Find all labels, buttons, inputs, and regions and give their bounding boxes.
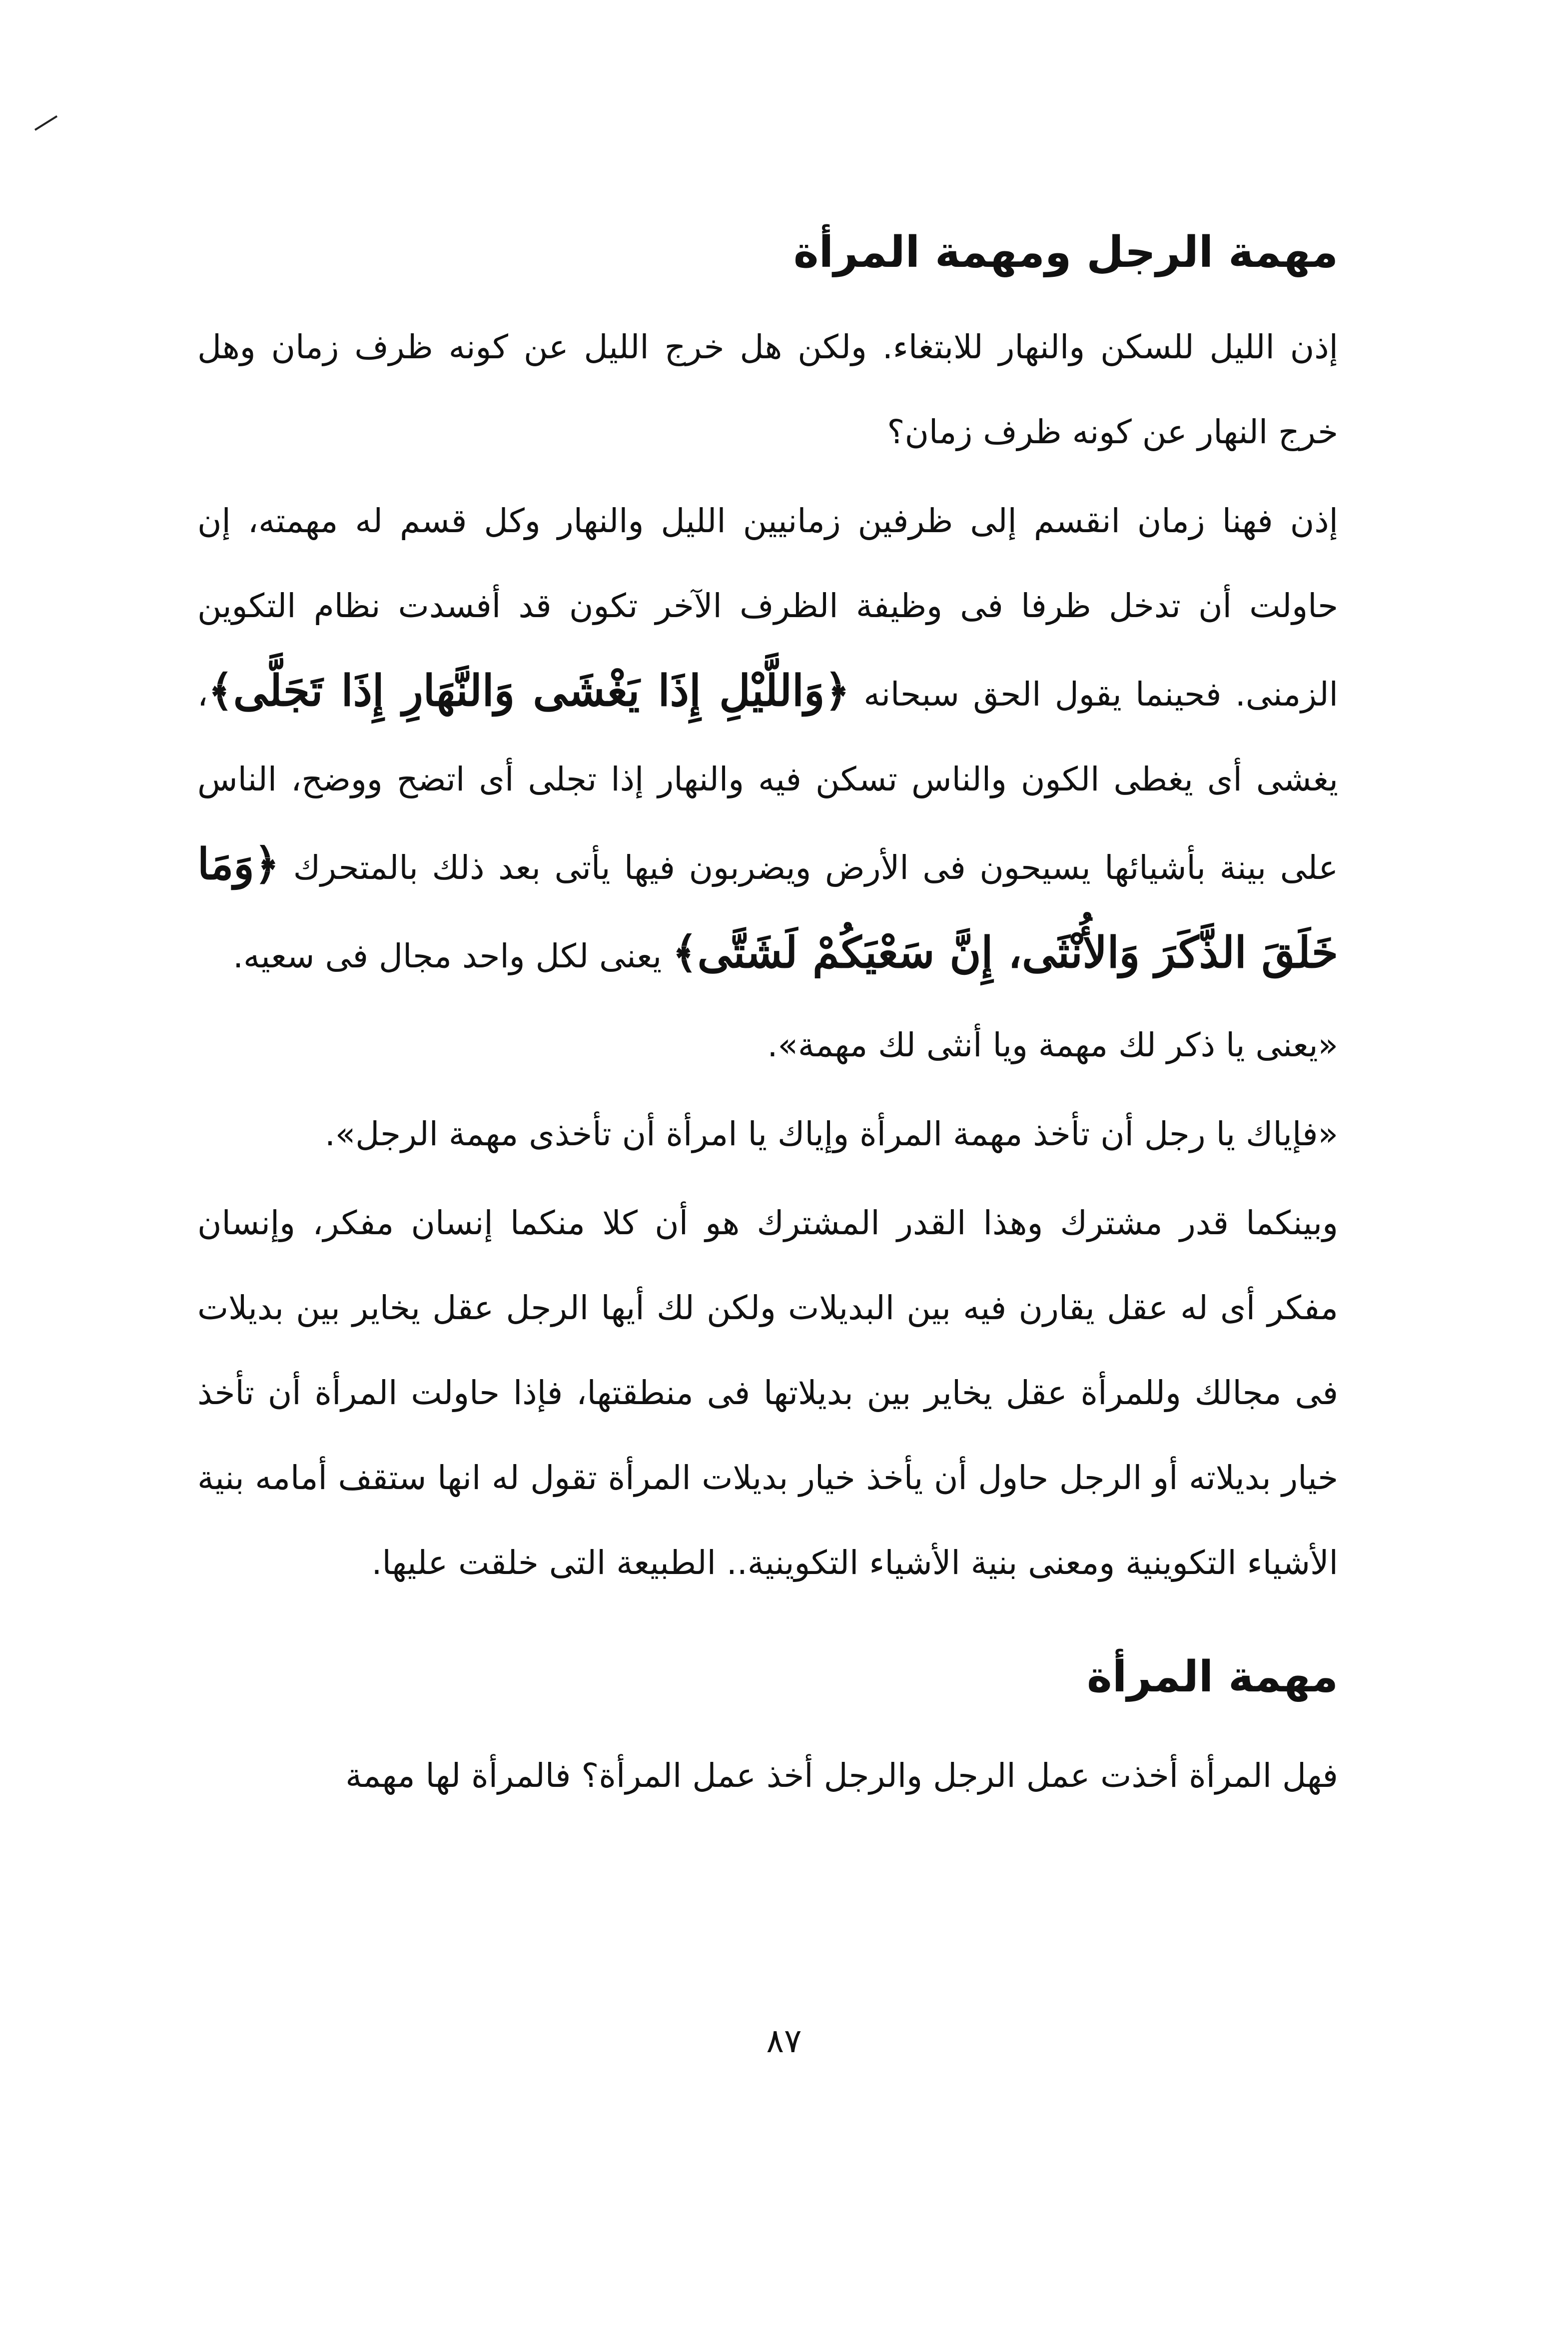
- paragraph-shared-ground: وبينكما قدر مشترك وهذا القدر المشترك هو أن كلا منكما إنسان مفكر، وإنسان مفكر أى له عقل يقارن فيه بين البديلات ولكن لك أيها الرجل عقل يخاير بين بديلات فى مجالك وللمرأة عقل يخاير بين بديلاتها فى منطقتها، فإذا حاولت المرأة أن تأخذ خيار بديلاته أو الرجل حاول أن يأخذ خيار بديلات المرأة تقول له انها ستقف أمامه بنية الأشياء التكوينية ومعنى بنية الأشياء التكوينية.. الطبيعة التى خلقت عليها.: [197, 1204, 1338, 1582]
- paragraph-text-b: ، يغشى أى يغطى الكون والناس تسكن فيه والنهار إذا تجلى أى اتضح ووضح، الناس على بينة بأشيائها يسيحون فى الأرض ويضربون فيها يأتى بعد ذلك بالمتحرك: [197, 675, 1338, 887]
- paragraph-time-division: [197, 479, 1338, 999]
- paragraph-quote-task: «يعنى يا ذكر لك مهمة ويا أنثى لك مهمة».: [767, 1026, 1338, 1064]
- page-number: ٨٧: [766, 2022, 802, 2060]
- quran-verse-male-female: ﴿وَمَا خَلَقَ الذَّكَرَ وَالأُنْثَى، إِنَّ سَعْيَكُمْ لَشَتَّى﴾: [197, 839, 1338, 978]
- quran-verse-night-day: ﴿وَاللَّيْلِ إِذَا يَغْشَى وَالنَّهَارِ إِذَا تَجَلَّى﴾: [208, 666, 850, 716]
- paragraph-text-c: يعنى لكل واحد مجال فى سعيه.: [233, 937, 673, 975]
- stray-pen-mark: [34, 115, 57, 131]
- paragraph-night-and-day: إذن الليل للسكن والنهار للابتغاء. ولكن هل خرج الليل عن كونه ظرف زمان وهل خرج النهار عن كونه ظرف زمان؟: [197, 328, 1338, 451]
- paragraph-woman-work: فهل المرأة أخذت عمل الرجل والرجل أخذ عمل المرأة؟ فالمرأة لها مهمة: [345, 1756, 1338, 1795]
- section-heading-woman-task: مهمة المرأة: [1087, 1652, 1338, 1702]
- section-heading-man-and-woman-task: مهمة الرجل ومهمة المرأة: [793, 227, 1338, 277]
- paragraph-text-a: إذن فهنا زمان انقسم إلى ظرفين زمانيين الليل والنهار وكل قسم له مهمته، إن حاولت أن تدخل ظرفا فى وظيفة الظرف الآخر تكون قد أفسدت نظام التكوين الزمنى. فحينما يقول الحق سبحانه: [197, 502, 1338, 714]
- paragraph-quote-warning: «فإياك يا رجل أن تأخذ مهمة المرأة وإياك يا امرأة أن تأخذى مهمة الرجل».: [324, 1115, 1338, 1153]
- page-content: [197, 220, 1338, 1822]
